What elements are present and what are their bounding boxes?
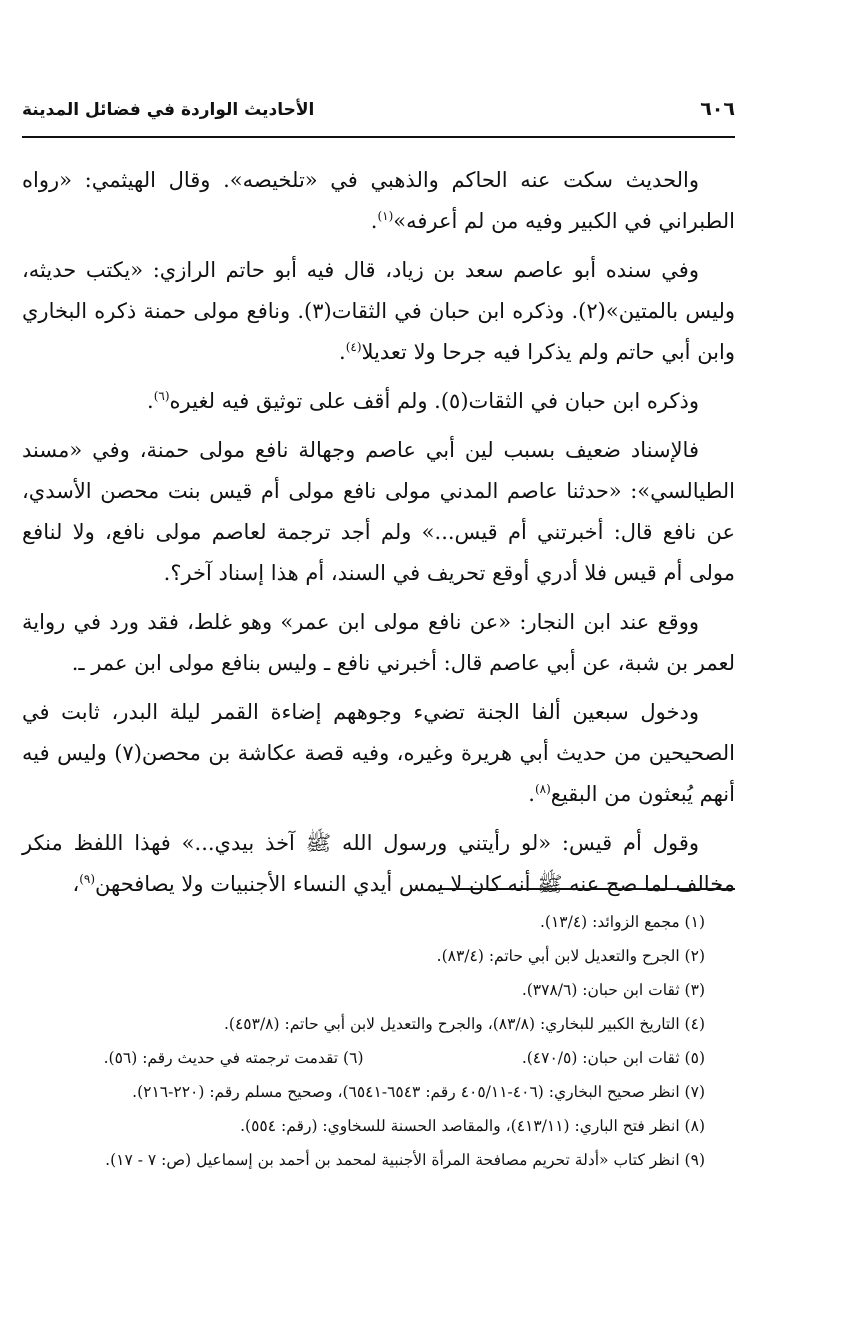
footnote: (٦) تقدمت ترجمته في حديث رقم: (٥٦). [103, 1049, 364, 1067]
footnote: (١) مجمع الزوائد: (١٣/٤). [539, 913, 705, 931]
footnote: (٥) ثقات ابن حبان: (٤٧٠/٥). [521, 1049, 705, 1067]
footnote: (٤) التاريخ الكبير للبخاري: (٨٣/٨)، والجرح والتعديل لابن أبي حاتم: (٤٥٣/٨). [224, 1015, 705, 1033]
paragraph: ودخول سبعين ألفا الجنة تضيء وجوههم إضاءة القمر ليلة البدر، ثابت في الصحيحين من حديث أبي هريرة وغيره، وفيه قصة عكاشة بن محصن(٧) وليس فيه أنهم يُبعثون من البقيع$^{(٨)}$. [22, 700, 736, 806]
footnote: (٢) الجرح والتعديل لابن أبي حاتم: (٨٣/٤). [436, 947, 705, 965]
paragraph: وقول أم قيس: «لو رأيتني ورسول الله ﷺ آخذ بيدي...» فهذا اللفظ منكر مخالف لما صح عنه ﷺ أنه كان لا يمس أيدي النساء الأجنبيات ولا يصافحهن$^{(٩)}$، [22, 831, 735, 896]
page-number: ٦٠٦ [700, 98, 735, 120]
footnote: (٧) انظر صحيح البخاري: (٤٠٦-٤٠٥/١١ رقم: ٦٥٤٣-٦٥٤١)، وصحيح مسلم رقم: (٢٢٠-٢١٦). [132, 1083, 705, 1101]
footnote-pair [22, 1041, 735, 1075]
paragraph: وذكره ابن حبان في الثقات(٥). ولم أقف على توثيق فيه لغيره$^{(٦)}$. [147, 389, 699, 413]
paragraph: والحديث سكت عنه الحاكم والذهبي في «تلخيصه». وقال الهيثمي: «رواه الطبراني في الكبير وفيه من لم أعرفه»$^{(١)}$. [22, 168, 735, 233]
paragraph: وفي سنده أبو عاصم سعد بن زياد، قال فيه أبو حاتم الرازي: «يكتب حديثه، وليس بالمتين»(٢). وذكره ابن حبان في الثقات(٣). ونافع مولى حمنة ذكره البخاري وابن أبي حاتم ولم يذكرا فيه جرحا ولا تعديلا$^{(٤)}$. [22, 258, 735, 364]
footnote-separator [438, 888, 735, 890]
footnote: (٣) ثقات ابن حبان: (٣٧٨/٦). [521, 981, 705, 999]
header-rule [22, 136, 735, 138]
paragraph: ووقع عند ابن النجار: «عن نافع مولى ابن عمر» وهو غلط، فقد ورد في رواية لعمر بن شبة، عن أبي عاصم قال: أخبرني نافع ـ وليس بنافع مولى ابن عمر ـ. [22, 610, 735, 675]
footnotes [22, 905, 735, 1177]
running-title: الأحاديث الواردة في فضائل المدينة [22, 100, 315, 120]
main-text [22, 160, 735, 913]
paragraph: فالإسناد ضعيف بسبب لين أبي عاصم وجهالة نافع مولى حمنة، وفي «مسند الطيالسي»: «حدثنا عاصم المدني مولى نافع مولى أم قيس بنت محصن الأسدي، عن نافع قال: أخبرتني أم قيس...» ولم أجد ترجمة لعاصم مولى نافع، ولا لنافع مولى أم قيس فلا أدري أوقع تحريف في السند، أم هذا إسناد آخر؟. [22, 438, 735, 585]
page-header [22, 90, 735, 120]
footnote: (٩) انظر كتاب «أدلة تحريم مصافحة المرأة الأجنبية لمحمد بن أحمد بن إسماعيل (ص: ٧ - ١٧). [105, 1151, 705, 1169]
footnote: (٨) انظر فتح الباري: (٤١٣/١١)، والمقاصد الحسنة للسخاوي: (رقم: ٥٥٤). [240, 1117, 705, 1135]
